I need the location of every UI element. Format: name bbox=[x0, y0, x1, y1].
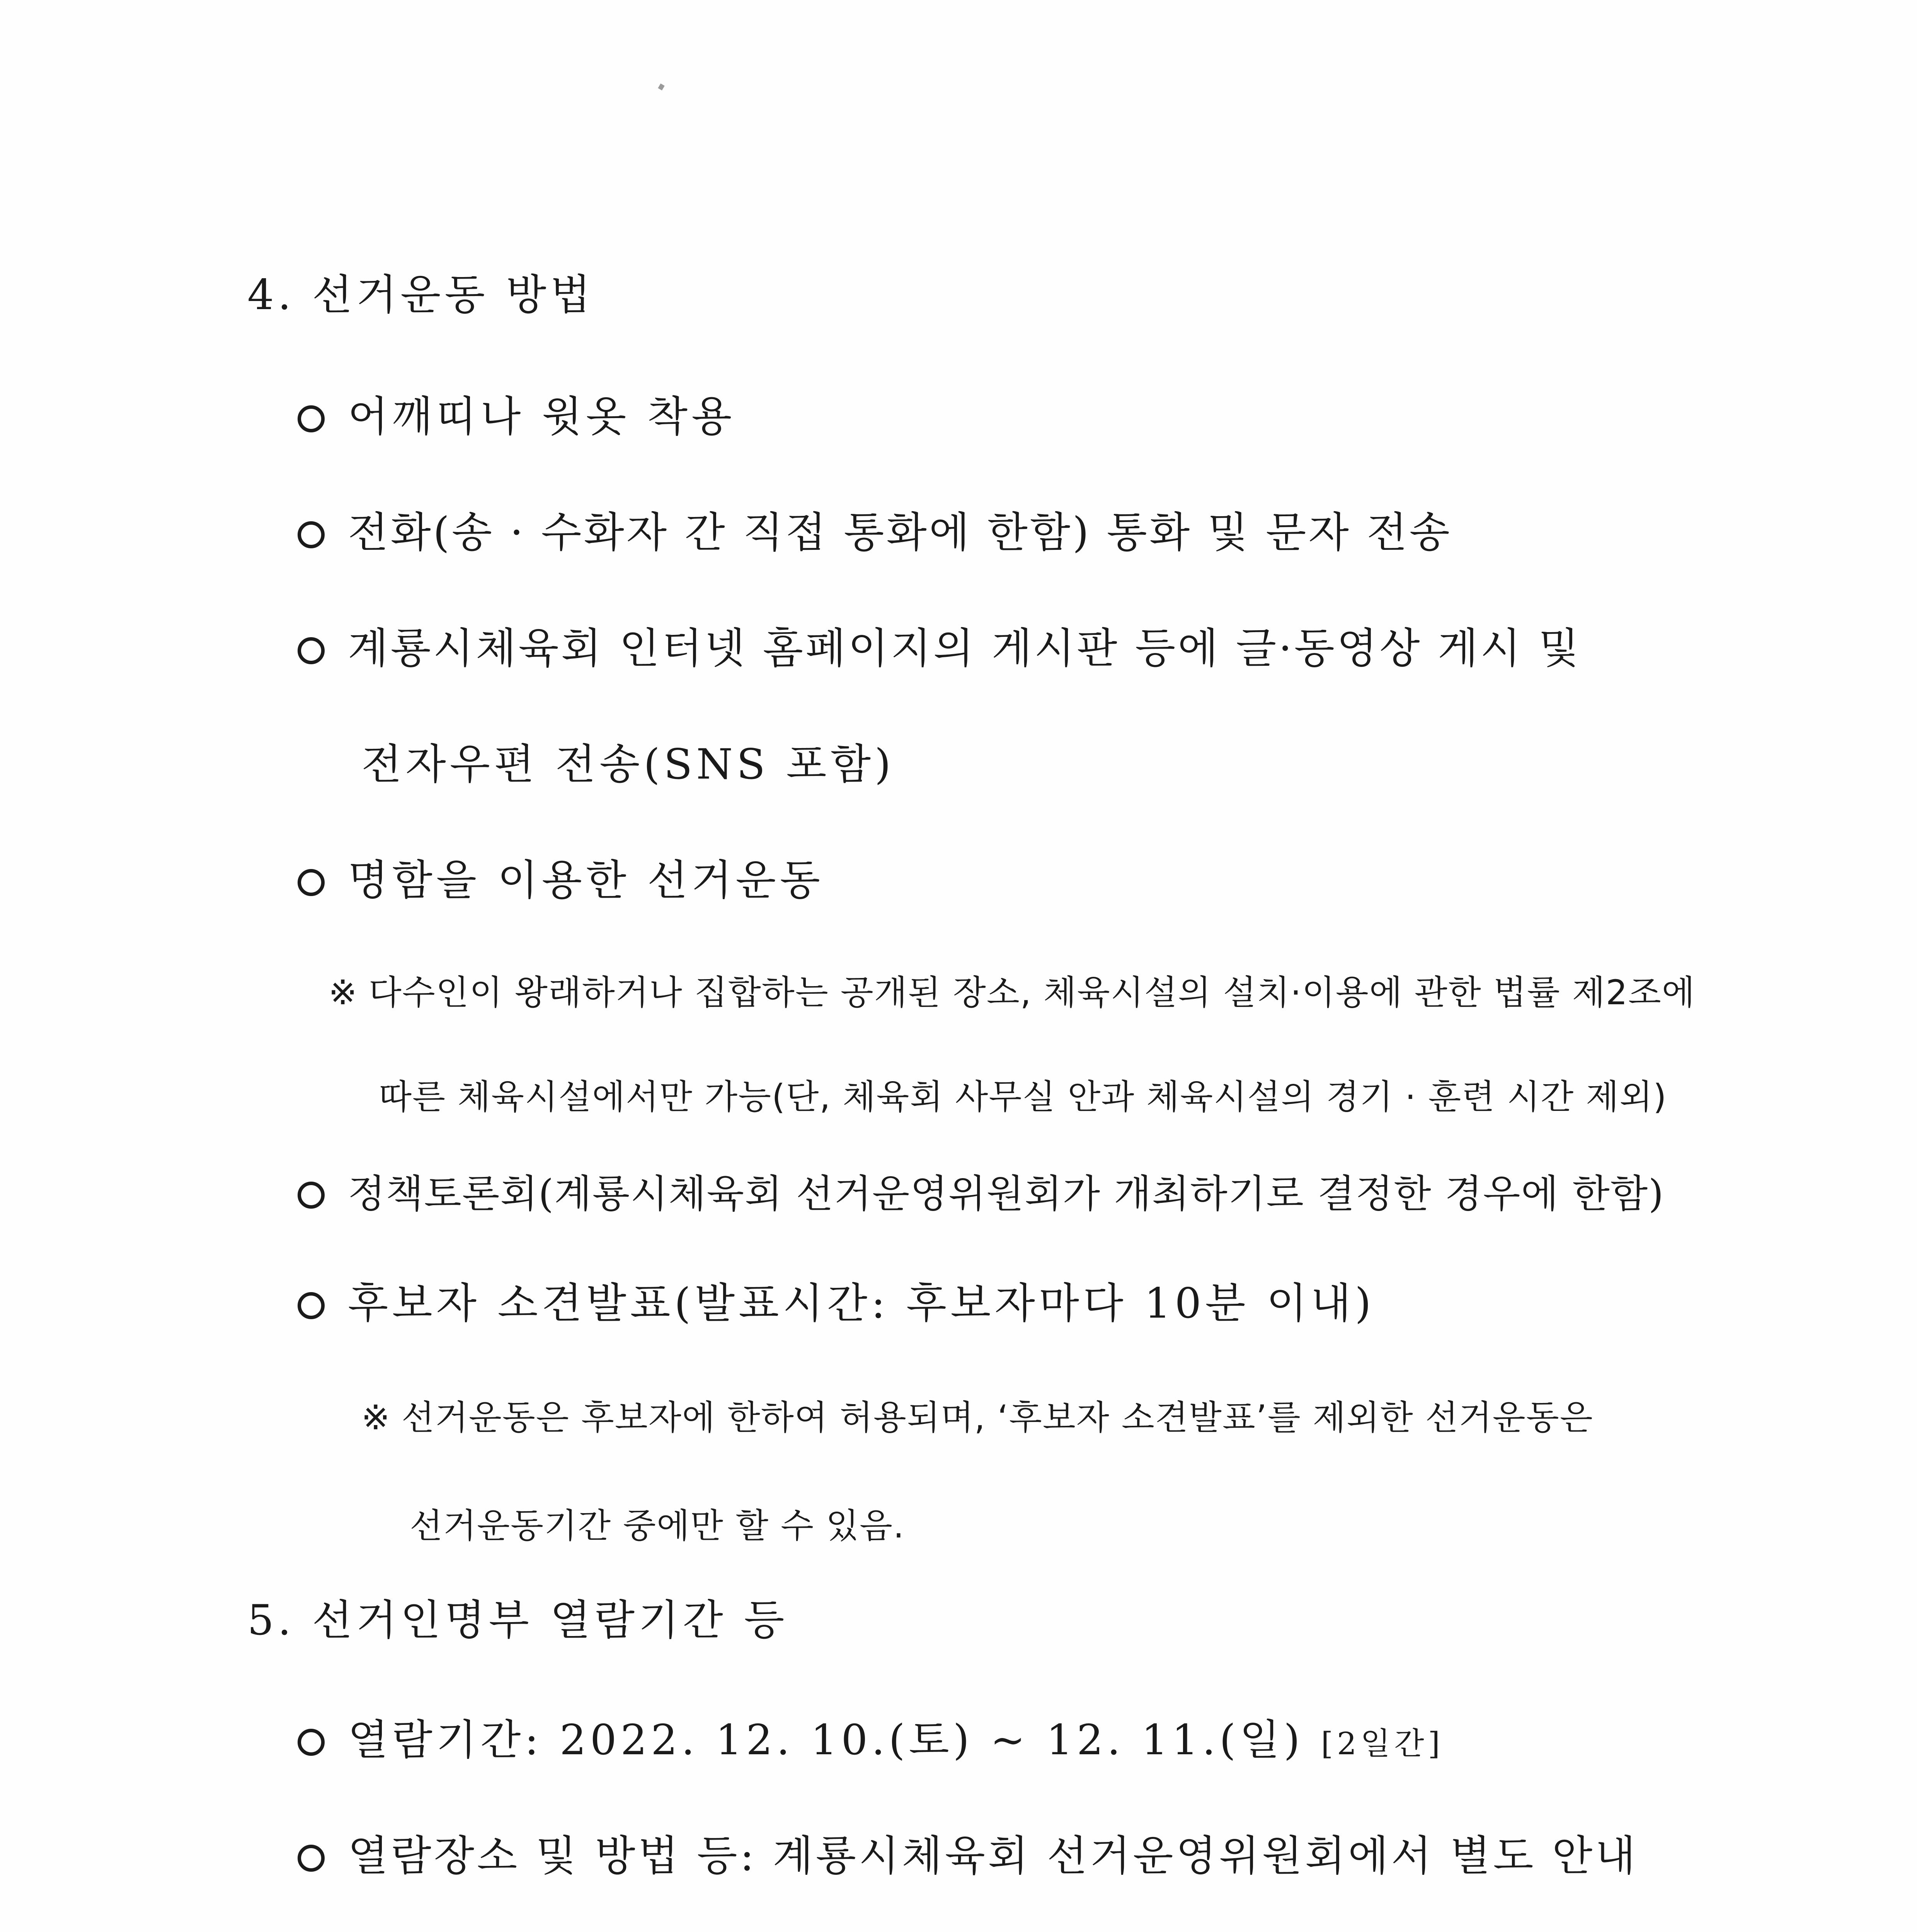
item-text: 후보자 소견발표(발표시간: 후보자마다 10분 이내) bbox=[348, 1279, 1375, 1328]
note-text: 선거운동은 후보자에 한하여 허용되며, ‘후보자 소견발표’를 제외한 선거운동은 bbox=[401, 1398, 1594, 1437]
period-duration: [2일간] bbox=[1321, 1726, 1444, 1762]
circle-bullet-icon bbox=[298, 1292, 325, 1319]
note-2-line-1 bbox=[361, 1398, 1594, 1437]
note-2-line-2: 선거운동기간 중에만 할 수 있음. bbox=[410, 1506, 905, 1546]
list-item bbox=[298, 624, 1582, 673]
item-text: 전화(송 · 수화자 간 직접 통화에 한함) 통화 및 문자 전송 bbox=[348, 509, 1452, 557]
item-continuation: 전자우편 전송(SNS 포함) bbox=[361, 740, 895, 789]
circle-bullet-icon bbox=[298, 1729, 325, 1756]
item-text: 열람장소 및 방법 등: 계룡시체육회 선거운영위원회에서 별도 안내 bbox=[348, 1832, 1638, 1880]
list-item bbox=[298, 856, 824, 905]
section-4-heading: 4. 선거운동 방법 bbox=[247, 271, 594, 319]
reference-mark: ※ bbox=[329, 973, 358, 1012]
note-text: 다수인이 왕래하거나 집합하는 공개된 장소, 체육시설의 설치·이용에 관한 법률 제2조에 bbox=[368, 973, 1696, 1012]
section-5-heading: 5. 선거인명부 열람기간 등 bbox=[247, 1596, 788, 1645]
list-item bbox=[298, 1171, 1665, 1216]
item-text: 명함을 이용한 선거운동 bbox=[348, 856, 824, 905]
circle-bullet-icon bbox=[298, 1845, 325, 1872]
note-1-line-2: 따른 체육시설에서만 가능(단, 체육회 사무실 안과 체육시설의 경기 · 훈련 시간 제외) bbox=[379, 1077, 1667, 1117]
list-item bbox=[298, 1279, 1375, 1328]
circle-bullet-icon bbox=[298, 521, 325, 548]
list-item bbox=[298, 393, 736, 441]
reference-mark: ※ bbox=[361, 1398, 391, 1437]
list-item bbox=[298, 1716, 1444, 1764]
circle-bullet-icon bbox=[298, 1182, 325, 1209]
item-text: 계룡시체육회 인터넷 홈페이지의 게시판 등에 글·동영상 게시 및 bbox=[348, 624, 1582, 673]
scan-speck bbox=[658, 83, 664, 90]
note-1-line-1 bbox=[329, 973, 1696, 1012]
circle-bullet-icon bbox=[298, 637, 325, 664]
circle-bullet-icon bbox=[298, 869, 325, 896]
circle-bullet-icon bbox=[298, 405, 325, 432]
list-item bbox=[298, 509, 1452, 557]
list-item bbox=[298, 1832, 1638, 1880]
item-text: 어깨띠나 윗옷 착용 bbox=[348, 393, 736, 441]
item-text: 정책토론회(계룡시체육회 선거운영위원회가 개최하기로 결정한 경우에 한함) bbox=[348, 1171, 1665, 1216]
item-text: 열람기간: 2022. 12. 10.(토) ~ 12. 11.(일) bbox=[348, 1716, 1304, 1764]
